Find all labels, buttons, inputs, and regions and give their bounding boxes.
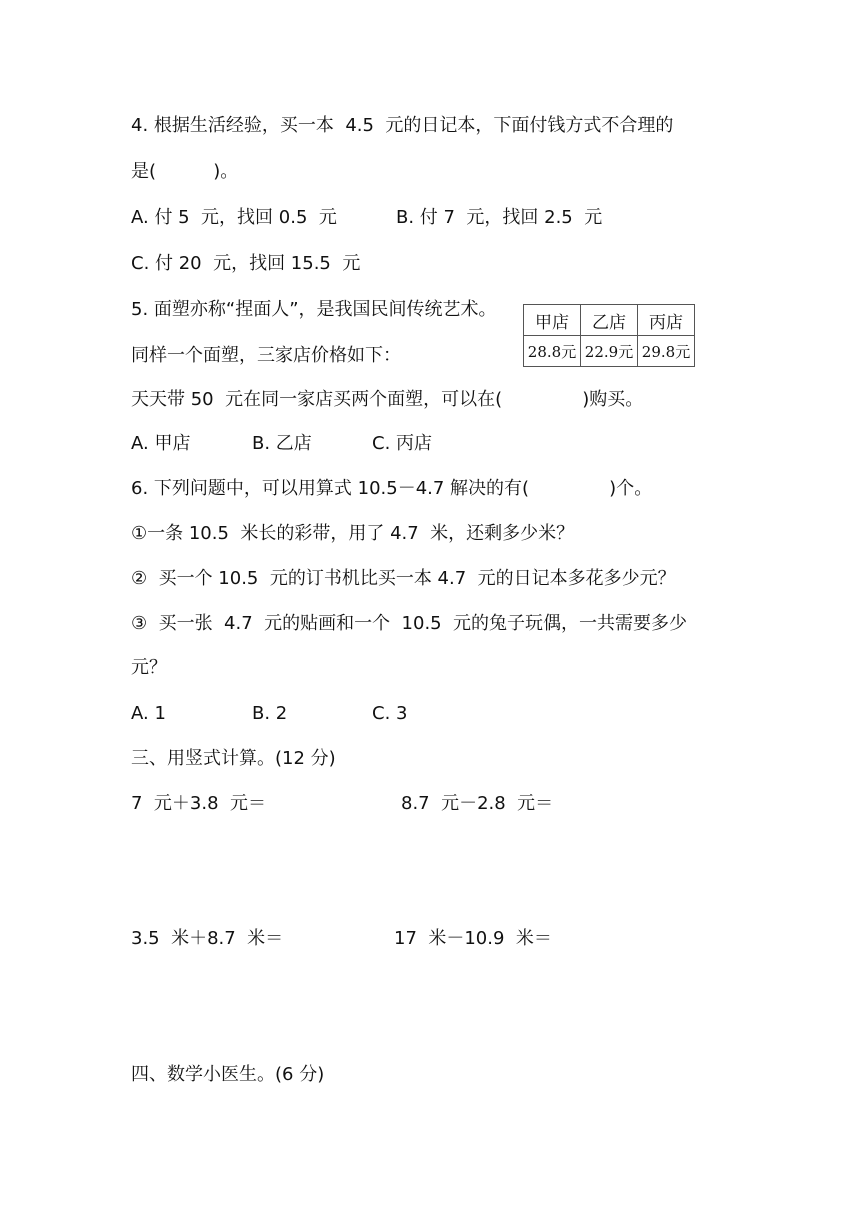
- q4-option-b: B. 付 7 元，找回 2.5 元: [396, 207, 603, 228]
- q5-price-header-cell: 甲店: [524, 305, 581, 336]
- calc-expression-1: 7 元＋3.8 元＝: [131, 793, 266, 814]
- q6-item-2: ② 买一个 10.5 元的订书机比买一本 4.7 元的日记本多花多少元？: [131, 568, 676, 589]
- q4-stem-line2: 是( )。: [131, 161, 239, 182]
- q4-option-a: A. 付 5 元，找回 0.5 元: [131, 207, 337, 228]
- q5-price-header-cell: 丙店: [638, 305, 695, 336]
- q5-option-a: A. 甲店: [131, 433, 191, 454]
- q5-option-b: B. 乙店: [252, 433, 312, 454]
- q5-price-table-header-row: [524, 305, 695, 336]
- q5-price-table: [523, 304, 695, 367]
- q4-stem-line1: 4. 根据生活经验，买一本 4.5 元的日记本，下面付钱方式不合理的: [131, 115, 674, 136]
- section-4-title: 四、数学小医生。(6 分): [131, 1064, 325, 1085]
- q6-option-a: A. 1: [131, 703, 166, 724]
- calc-expression-3: 3.5 米＋8.7 米＝: [131, 928, 284, 949]
- calc-expression-2: 8.7 元－2.8 元＝: [401, 793, 554, 814]
- calc-expression-4: 17 米－10.9 米＝: [394, 928, 552, 949]
- q5-option-c: C. 丙店: [372, 433, 433, 454]
- q6-stem: 6. 下列问题中，可以用算式 10.5－4.7 解决的有( )个。: [131, 478, 653, 499]
- q4-option-c: C. 付 20 元，找回 15.5 元: [131, 253, 361, 274]
- q6-item-1: ①一条 10.5 米长的彩带，用了 4.7 米，还剩多少米？: [131, 523, 575, 544]
- q5-price-value-cell: 29.8元: [638, 336, 695, 367]
- q6-item-3-line2: 元？: [131, 657, 167, 678]
- q5-stem-line1: 5. 面塑亦称“捏面人”，是我国民间传统艺术。: [131, 299, 497, 320]
- q5-stem-line2: 同样一个面塑，三家店价格如下：: [131, 345, 401, 366]
- q6-item-3-line1: ③ 买一张 4.7 元的贴画和一个 10.5 元的兔子玩偶，一共需要多少: [131, 613, 688, 634]
- q6-option-b: B. 2: [252, 703, 288, 724]
- q5-price-value-cell: 28.8元: [524, 336, 581, 367]
- q5-price-table-value-row: [524, 336, 695, 367]
- q5-price-header-cell: 乙店: [581, 305, 638, 336]
- q5-price-value-cell: 22.9元: [581, 336, 638, 367]
- q5-stem-line3: 天天带 50 元在同一家店买两个面塑，可以在( )购买。: [131, 389, 644, 410]
- q6-option-c: C. 3: [372, 703, 408, 724]
- section-3-title: 三、用竖式计算。(12 分): [131, 748, 336, 769]
